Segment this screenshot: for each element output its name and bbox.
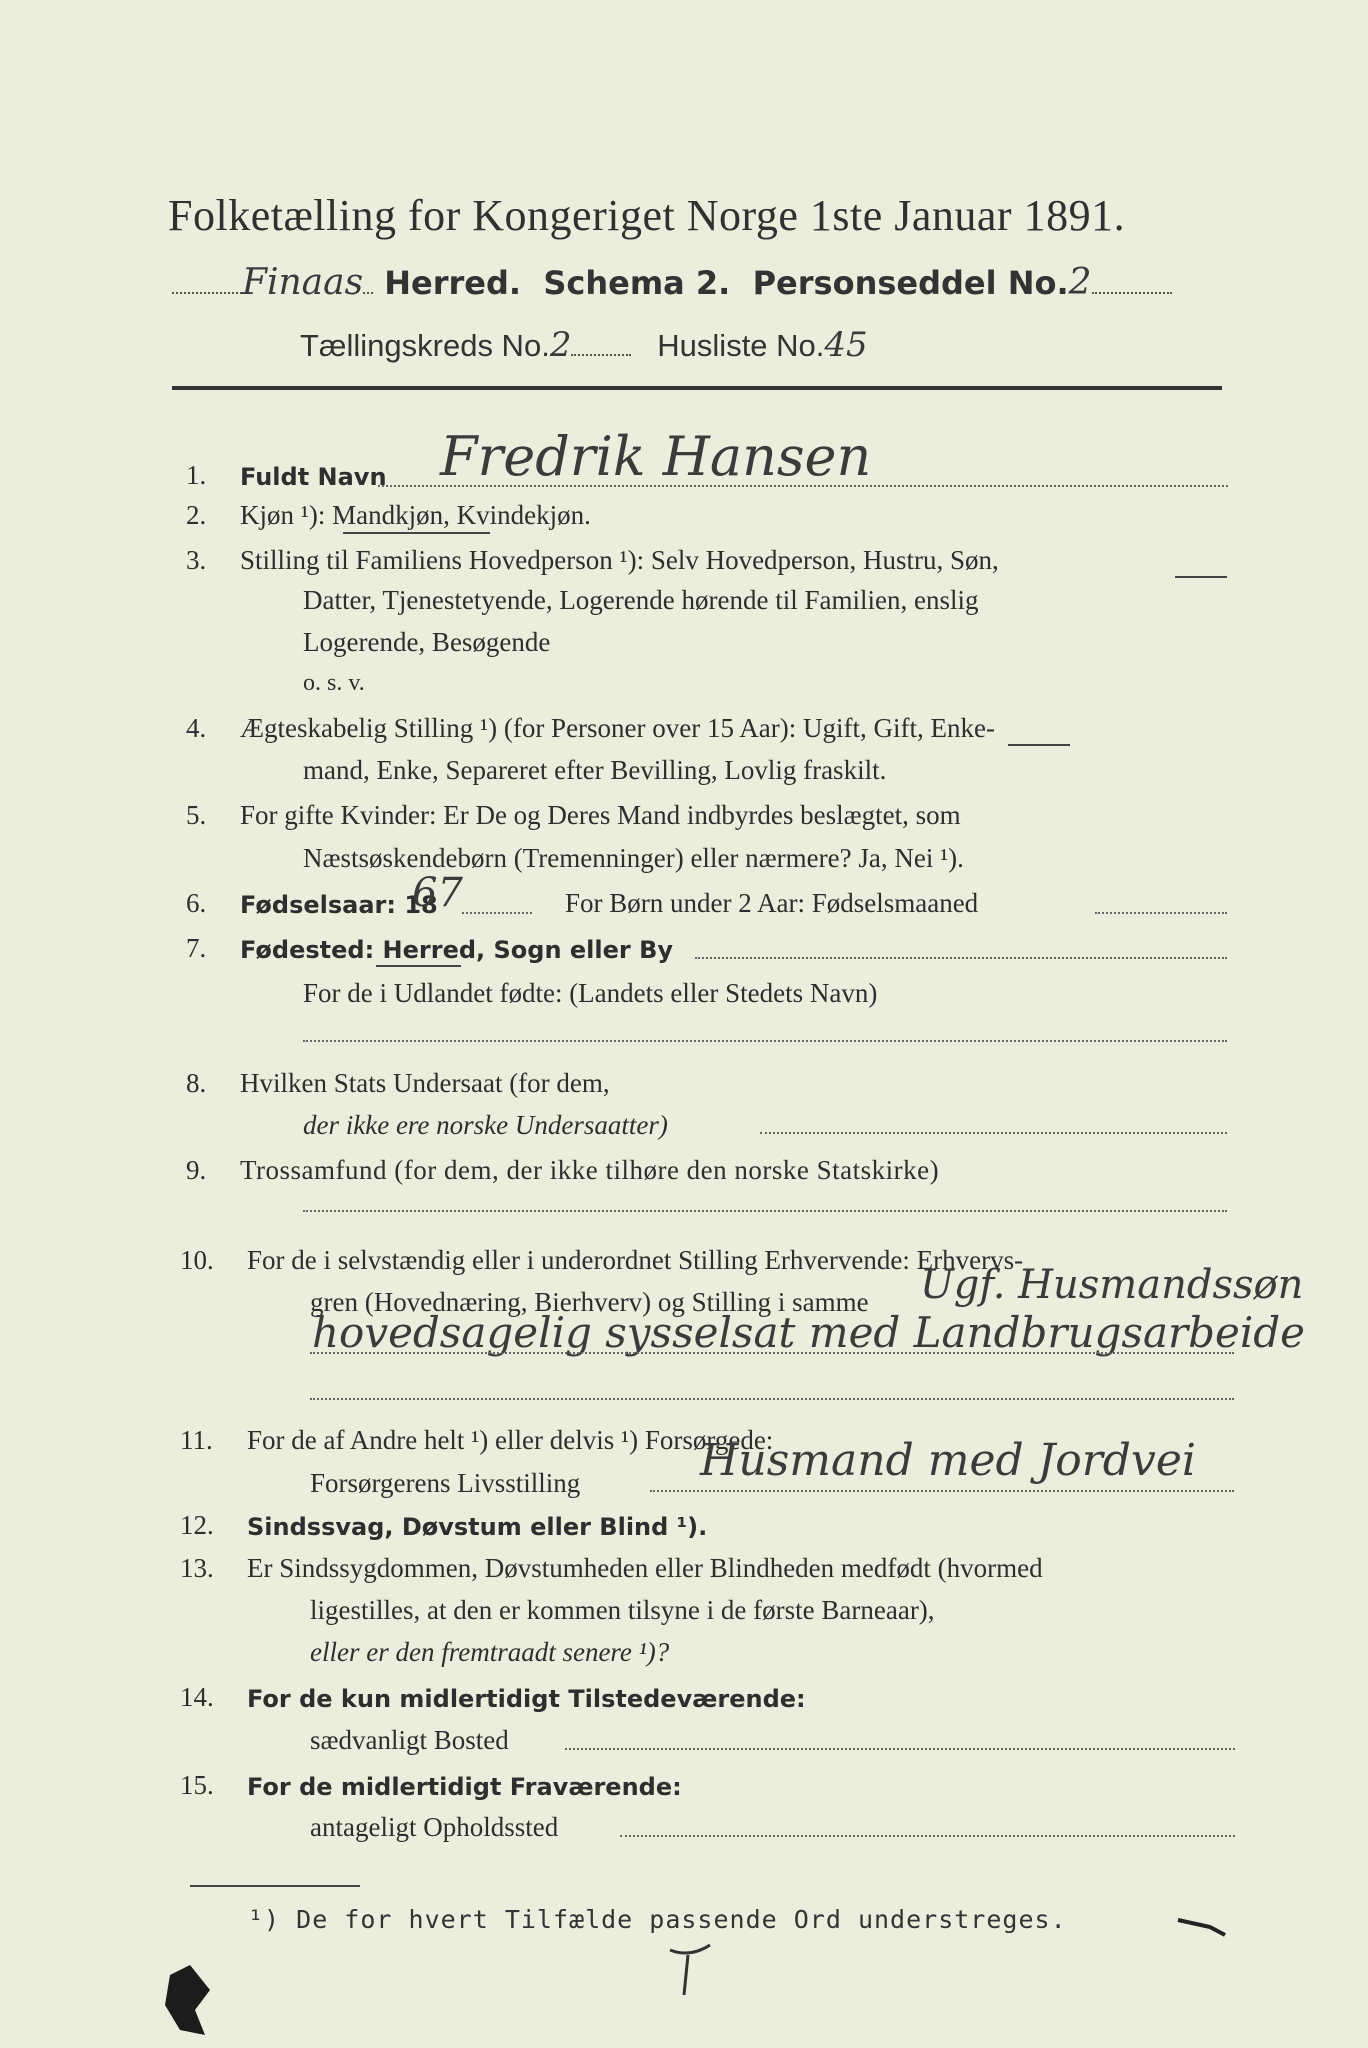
kreds-line [300,325,868,365]
q3-line1: Stilling til Familiens Hovedperson ¹): Selv Hovedperson, Hustru, Søn, [240,545,999,575]
q9-num: 9. [186,1155,207,1185]
q15-fill [620,1835,1235,1837]
herred-line [172,262,1172,303]
q7-fill-1 [695,957,1227,959]
husliste-label: Husliste No. [657,328,825,363]
q11-num: 11. [180,1425,213,1455]
q7-fill-2 [303,1040,1227,1042]
schema-label: Schema 2. [543,264,731,302]
q14-line1: For de kun midlertidigt Tilstedeværende: [247,1685,806,1713]
q8-fill [760,1132,1227,1134]
q2-num: 2. [186,500,207,530]
pen-stroke-mark [660,1930,720,2000]
pen-mark-right [1170,1905,1240,1945]
form-title: Folketælling for Kongeriget Norge 1ste Januar 1891. [168,191,1126,240]
q10-answer-2: hovedsagelig sysselsat med Landbrugsarbeide [312,1308,1306,1357]
q3-line4: o. s. v. [303,670,365,696]
q13-line3: eller er den fremtraadt senere ¹)? [310,1637,670,1667]
q15-line1: For de midlertidigt Fraværende: [247,1773,682,1801]
q8-line2: der ikke ere norske Undersaatter) [303,1110,668,1140]
q12-num: 12. [180,1510,214,1540]
q1-num: 1. [186,460,207,490]
q3-line2: Datter, Tjenestetyende, Logerende hørende til Familien, enslig [303,585,979,615]
herred-label: Herred. [384,264,522,302]
q5-line1: For gifte Kvinder: Er De og Deres Mand indbyrdes beslægtet, som [240,800,961,830]
q5-num: 5. [186,800,207,830]
q3-line3: Logerende, Besøgende [303,627,551,657]
q10-fill-1 [310,1352,1234,1354]
q13-num: 13. [180,1553,214,1583]
herred-value: Finaas [242,262,364,303]
q14-line2: sædvanligt Bosted [310,1725,509,1755]
q6-label: Fødselsaar: 18 [240,891,438,919]
q10-fill-2 [310,1398,1234,1400]
q8-num: 8. [186,1068,207,1098]
kreds-value: 2 [549,325,572,365]
corner-blot-mark [150,1935,270,2045]
q13-line1: Er Sindssygdommen, Døvstumheden eller Blindheden medfødt (hvormed [247,1553,1043,1583]
q4-num: 4. [186,713,207,743]
q14-num: 14. [180,1682,214,1712]
q14-fill [565,1748,1235,1750]
q6-fill-1 [462,912,532,914]
q4-line1: Ægteskabelig Stilling ¹) (for Personer over 15 Aar): Ugift, Gift, Enke- [240,713,995,743]
q8-line1: Hvilken Stats Undersaat (for dem, [240,1068,610,1098]
q7-line1: Fødested: Herred, Sogn eller By [240,936,674,964]
q1-label: Fuldt Navn [240,463,387,491]
personseddel-label: Personseddel No. [752,264,1069,302]
q7-num: 7. [186,933,207,963]
q10-num: 10. [180,1245,214,1275]
husliste-value: 45 [824,325,868,365]
q10-answer-1: Ugf. Husmandssøn [920,1262,1304,1308]
q2-line: Kjøn ¹): Mandkjøn, Kvindekjøn. [240,500,591,530]
q3-underline [1175,576,1227,578]
footnote-rule [190,1885,360,1887]
q9-line1: Trossamfund (for dem, der ikke tilhøre den norske Statskirke) [240,1155,940,1185]
kreds-label: Tællingskreds No. [300,328,550,363]
q9-fill [303,1210,1227,1212]
q6-num: 6. [186,888,207,918]
q11-line2: Forsørgerens Livsstilling [310,1468,581,1498]
q7-underline [376,965,461,967]
q11-fill [650,1490,1234,1492]
q15-num: 15. [180,1770,214,1800]
q3-num: 3. [186,545,207,575]
q2-underline [343,532,490,534]
q12-line1: Sindssvag, Døvstum eller Blind ¹). [247,1513,708,1541]
q6-fill-2 [1095,912,1227,914]
q7-line2: For de i Udlandet fødte: (Landets eller Stedets Navn) [303,978,878,1008]
q11-line1: For de af Andre helt ¹) eller delvis ¹) Forsørgede: [247,1425,774,1455]
q10-line1: For de i selvstændig eller i underordnet Stilling Erhvervende: Erhvervs- [247,1245,1024,1275]
footnote: ¹) De for hvert Tilfælde passende Ord understreges. [248,1905,1067,1934]
q13-line2: ligestilles, at den er kommen tilsyne i de første Barneaar), [310,1595,935,1625]
q1-answer: Fredrik Hansen [440,425,872,488]
header-rule [172,386,1222,390]
q6-answer: 67 [412,870,463,916]
q11-answer: Husmand med Jordvei [700,1435,1196,1486]
q6-line2: For Børn under 2 Aar: Fødselsmaaned [565,888,979,918]
personseddel-value: 2 [1068,262,1092,303]
q10-line2: gren (Hovednæring, Bierhverv) og Stilling i samme [310,1287,869,1317]
q5-line2: Næstsøskendebørn (Tremenninger) eller nærmere? Ja, Nei ¹). [303,843,964,873]
q4-line2: mand, Enke, Separeret efter Bevilling, Lovlig fraskilt. [303,755,887,785]
q4-underline [1008,744,1070,746]
q15-line2: antageligt Opholdssted [310,1812,559,1842]
